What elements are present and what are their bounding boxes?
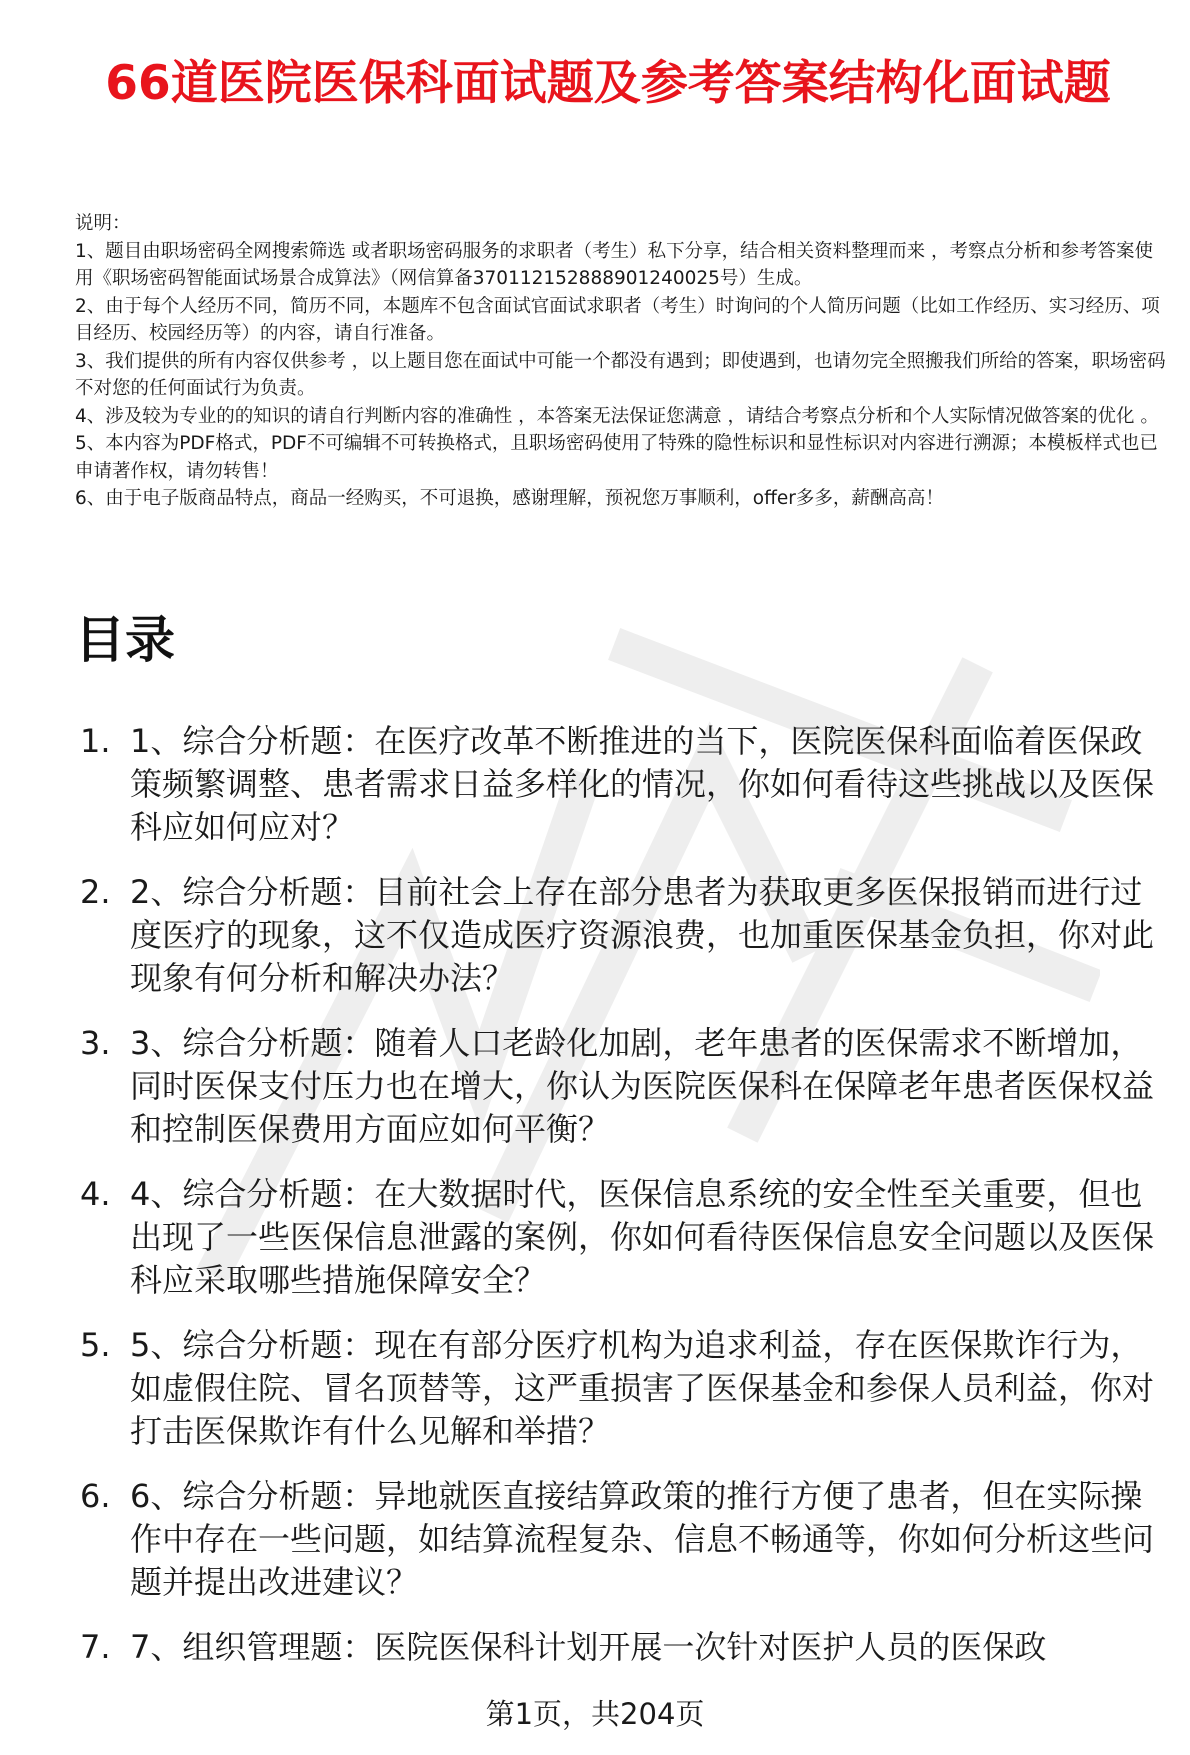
toc-item[interactable] (0, 720, 1190, 849)
toc-item-number: 7. (80, 1628, 111, 1666)
document-title: 66道医院医保科面试题及参考答案结构化面试题 (105, 56, 1111, 111)
toc-item-number: 5. (80, 1326, 111, 1364)
note-item-1: 1、题目由职场密码全网搜索筛选 或者职场密码服务的求职者（考生）私下分享，结合相关资料整理而来 ，考察点分析和参考答案使用《职场密码智能面试场景合成算法》（网信算备370112152888901240025号）生成。 (75, 240, 1154, 289)
toc-item-text[interactable]: 2、综合分析题：目前社会上存在部分患者为获取更多医保报销而进行过度医疗的现象，这不仅造成医疗资源浪费，也加重医保基金负担，你对此现象有何分析和解决办法？ (130, 873, 1155, 997)
toc-item-number: 1. (80, 722, 111, 760)
toc-item[interactable] (0, 871, 1190, 1000)
note-item-2: 2、由于每个人经历不同，简历不同，本题库不包含面试官面试求职者（考生）时询问的个人简历问题（比如工作经历、实习经历、项目经历、校园经历等）的内容，请自行准备。 (75, 295, 1160, 344)
toc-item[interactable] (0, 1626, 1190, 1669)
page-number: 第1页，共204页 (485, 1697, 705, 1731)
toc-item-text[interactable]: 5、综合分析题：现在有部分医疗机构为追求利益，存在医保欺诈行为，如虚假住院、冒名顶替等，这严重损害了医保基金和参保人员利益，你对打击医保欺诈有什么见解和举措？ (130, 1326, 1155, 1450)
toc-list (0, 720, 1190, 1691)
toc-item[interactable] (0, 1324, 1190, 1453)
note-item-5: 5、本内容为PDF格式，PDF不可编辑不可转换格式，且职场密码使用了特殊的隐性标识和显性标识对内容进行溯源；本模板样式也已申请著作权，请勿转售！ (75, 433, 1158, 482)
toc-item-text[interactable]: 1、综合分析题：在医疗改革不断推进的当下，医院医保科面临着医保政策频繁调整、患者需求日益多样化的情况，你如何看待这些挑战以及医保科应如何应对？ (130, 722, 1155, 846)
toc-item-text[interactable]: 4、综合分析题：在大数据时代，医保信息系统的安全性至关重要，但也出现了一些医保信息泄露的案例，你如何看待医保信息安全问题以及医保科应采取哪些措施保障安全？ (130, 1175, 1155, 1299)
toc-item-number: 4. (80, 1175, 111, 1213)
note-item-6: 6、由于电子版商品特点，商品一经购买，不可退换，感谢理解，预祝您万事顺利，offer多多，薪酬高高！ (75, 488, 944, 509)
notes-heading: 说明： (75, 213, 131, 234)
toc-item-number: 6. (80, 1477, 111, 1515)
toc-item[interactable] (0, 1022, 1190, 1151)
notes-section (75, 210, 1170, 513)
toc-title: 目录 (75, 611, 175, 669)
toc-item-text[interactable]: 7、组织管理题：医院医保科计划开展一次针对医护人员的医保政 (130, 1628, 1047, 1666)
note-item-3: 3、我们提供的所有内容仅供参考 ，以上题目您在面试中可能一个都没有遇到；即使遇到，也请勿完全照搬我们所给的答案，职场密码不对您的任何面试行为负责。 (75, 350, 1166, 399)
toc-item[interactable] (0, 1475, 1190, 1604)
note-item-4: 4、涉及较为专业的的知识的请自行判断内容的准确性 ，本答案无法保证您满意 ，请结合考察点分析和个人实际情况做答案的优化 。 (75, 405, 1159, 427)
toc-item-number: 3. (80, 1024, 111, 1062)
toc-item[interactable] (0, 1173, 1190, 1302)
toc-item-text[interactable]: 3、综合分析题：随着人口老龄化加剧，老年患者的医保需求不断增加，同时医保支付压力也在增大，你认为医院医保科在保障老年患者医保权益和控制医保费用方面应如何平衡？ (130, 1024, 1155, 1148)
toc-item-number: 2. (80, 873, 111, 911)
toc-item-text[interactable]: 6、综合分析题：异地就医直接结算政策的推行方便了患者，但在实际操作中存在一些问题，如结算流程复杂、信息不畅通等，你如何分析这些问题并提出改进建议？ (130, 1477, 1155, 1601)
